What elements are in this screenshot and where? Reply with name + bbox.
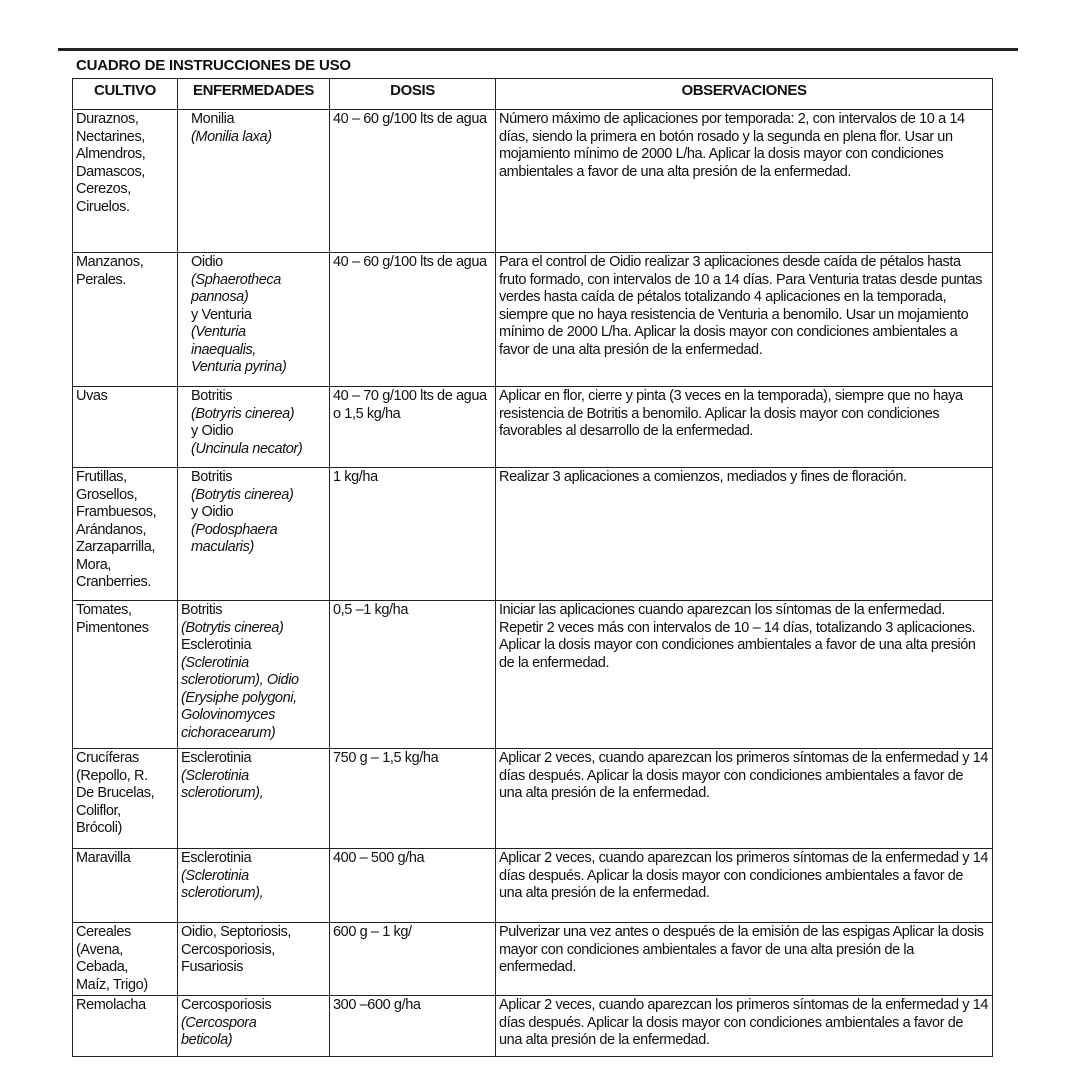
enfermedades-cell [178,110,330,253]
cultivo-cell [73,996,178,1057]
disease-name: Cercosporiosis [181,997,272,1013]
observaciones-cell: Iniciar las aplicaciones cuando aparezcan los síntomas de la enfermedad. Repetir 2 veces más con intervalos de 10 – 14 días, totalizando 3 aplicaciones. Aplicar la dosis mayor con condiciones ambientales a favor de una alta presión de la enfermedad. [496,601,993,749]
cultivo-line: Frambuesos, [76,504,157,520]
enfermedades-cell [178,387,330,468]
cultivo-cell [73,253,178,387]
table-row [73,110,993,253]
observaciones-cell: Número máximo de aplicaciones por temporada: 2, con intervalos de 10 a 14 días, siendo la primera en botón rosado y la segunda en plena flor. Usar un mojamiento mínimo de 2000 L/ha. Aplicar la dosis mayor con condiciones ambientales a favor de una alta presión de la enfermedad. [496,110,993,253]
pathogen-scientific-name: (Podosphaera [191,521,278,538]
pathogen-scientific-name: (Botrytis cinerea) [181,619,284,636]
cultivo-line: Cereales [76,924,131,940]
pathogen-scientific-name: Golovinomyces [181,707,275,723]
header-observaciones: OBSERVACIONES [496,79,993,110]
cultivo-cell [73,749,178,849]
dosis-cell: 1 kg/ha [330,468,496,601]
dosis-cell: 400 – 500 g/ha [330,849,496,923]
cultivo-line: Mora, [76,556,112,573]
cultivo-cell [73,849,178,923]
dosis-cell: 300 –600 g/ha [330,996,496,1057]
pathogen-scientific-name: (Cercospora [181,1014,257,1031]
pathogen-scientific-name: sclerotiorum), Oidio [181,672,299,688]
pathogen-scientific-name: pannosa) [191,289,249,305]
pathogen-scientific-name: (Uncinula necator) [191,440,303,457]
cultivo-line: Pimentones [76,619,149,636]
cultivo-line: De Brucelas, [76,785,155,801]
enfermedades-cell [178,849,330,923]
cultivo-cell [73,923,178,996]
pathogen-scientific-name: (Venturia [191,324,246,340]
pathogen-scientific-name: (Sphaerotheca [191,271,281,288]
top-rule [58,48,1018,51]
header-dosis: DOSIS [330,79,496,110]
pathogen-scientific-name: (Sclerotinia [181,867,249,884]
disease-name: Cercosporiosis, [181,941,275,958]
observaciones-cell: Para el control de Oidio realizar 3 aplicaciones desde caída de pétalos hasta fruto formado, con intervalos de 10 a 14 días. Para Venturia tratas desde puntas verdes hasta caída de pétalos totalizando 4 aplicaciones en la temporada, siempre que no haya resistencia de Venturia a benomilo. Usar un mojamiento mínimo de 2000 L/ha. Aplicar la dosis mayor con condiciones ambientales a favor de una alta presión de la enfermedad. [496,253,993,387]
cultivo-line: Brócoli) [76,820,122,836]
pathogen-scientific-name: sclerotiorum), [181,885,264,901]
cultivo-cell [73,387,178,468]
cultivo-line: Ciruelos. [76,198,130,215]
table-body [73,110,993,1057]
dosis-cell: 750 g – 1,5 kg/ha [330,749,496,849]
dosis-cell: 600 g – 1 kg/ [330,923,496,996]
disease-name: y Venturia [191,306,252,323]
disease-name: Botritis [191,388,233,404]
table-row [73,387,993,468]
disease-name: Esclerotinia [181,637,252,653]
cultivo-cell [73,601,178,749]
disease-name: Botritis [181,602,223,618]
cultivo-line: Arándanos, [76,521,147,538]
cultivo-line: Maravilla [76,850,131,866]
observaciones-cell: Aplicar 2 veces, cuando aparezcan los primeros síntomas de la enfermedad y 14 días después. Aplicar la dosis mayor con condiciones ambientales a favor de una alta presión de la enfermedad. [496,996,993,1057]
table-row [73,253,993,387]
pathogen-scientific-name: (Sclerotinia [181,767,249,784]
disease-name: Oidio, Septoriosis, [181,924,292,940]
disease-name: Fusariosis [181,959,244,975]
cultivo-line: Coliflor, [76,802,121,819]
cultivo-line: Cerezos, [76,181,131,197]
header-row [73,79,993,110]
cultivo-line: (Avena, [76,941,123,958]
cultivo-line: Crucíferas [76,750,139,766]
dosis-cell: 0,5 –1 kg/ha [330,601,496,749]
cultivo-cell [73,468,178,601]
disease-name: y Oidio [191,423,234,439]
enfermedades-cell [178,468,330,601]
disease-name: Esclerotinia [181,850,252,866]
observaciones-cell: Pulverizar una vez antes o después de la emisión de las espigas Aplicar la dosis mayor con condiciones ambientales a favor de una alta presión de la enfermedad. [496,923,993,996]
table-row [73,468,993,601]
dosis-cell: 40 – 70 g/100 lts de agua o 1,5 kg/ha [330,387,496,468]
cultivo-line: Manzanos, [76,254,144,270]
enfermedades-cell [178,601,330,749]
dosis-cell: 40 – 60 g/100 lts de agua [330,110,496,253]
cultivo-line: Tomates, [76,602,132,618]
pathogen-scientific-name: sclerotiorum), [181,785,264,801]
cultivo-line: Cebada, [76,959,129,975]
table-row [73,749,993,849]
table-row [73,601,993,749]
enfermedades-cell [178,749,330,849]
cultivo-line: Remolacha [76,997,146,1013]
enfermedades-cell [178,923,330,996]
observaciones-cell: Realizar 3 aplicaciones a comienzos, mediados y fines de floración. [496,468,993,601]
pathogen-scientific-name: inaequalis, [191,341,256,358]
dosis-cell: 40 – 60 g/100 lts de agua [330,253,496,387]
pathogen-scientific-name: cichoracearum) [181,724,276,741]
cultivo-cell [73,110,178,253]
pathogen-scientific-name: (Botrytis cinerea) [191,486,294,503]
enfermedades-cell [178,996,330,1057]
pathogen-scientific-name: (Sclerotinia [181,654,249,671]
cultivo-line: Duraznos, [76,111,139,127]
disease-name: Esclerotinia [181,750,252,766]
disease-name: Oidio [191,254,223,270]
header-cultivo: CULTIVO [73,79,178,110]
cultivo-line: Perales. [76,271,126,288]
enfermedades-cell [178,253,330,387]
cultivo-line: Zarzaparrilla, [76,539,156,555]
table-row [73,996,993,1057]
header-enfermedades: ENFERMEDADES [178,79,330,110]
pathogen-scientific-name: Venturia pyrina) [191,359,287,375]
pathogen-scientific-name: (Botryris cinerea) [191,405,295,422]
cultivo-line: (Repollo, R. [76,767,148,784]
cultivo-line: Uvas [76,388,108,404]
disease-name: Monilia [191,111,235,127]
observaciones-cell: Aplicar 2 veces, cuando aparezcan los primeros síntomas de la enfermedad y 14 días después. Aplicar la dosis mayor con condiciones ambientales a favor de una alta presión de la enfermedad. [496,849,993,923]
pathogen-scientific-name: (Erysiphe polygoni, [181,689,297,706]
pathogen-scientific-name: (Monilia laxa) [191,128,272,145]
cultivo-line: Nectarines, [76,128,145,145]
usage-instructions-table [72,78,993,1057]
cultivo-line: Maíz, Trigo) [76,976,148,993]
table-row [73,849,993,923]
table-title: CUADRO DE INSTRUCCIONES DE USO [76,57,351,74]
cultivo-line: Almendros, [76,146,146,162]
disease-name: Botritis [191,469,233,485]
observaciones-cell: Aplicar en flor, cierre y pinta (3 veces en la temporada), siempre que no haya resistencia de Botritis a benomilo. Aplicar la dosis mayor con condiciones favorables al desarrollo de la enfermedad. [496,387,993,468]
table-row [73,923,993,996]
pathogen-scientific-name: beticola) [181,1032,233,1048]
disease-name: y Oidio [191,504,234,520]
cultivo-line: Damascos, [76,163,145,180]
cultivo-line: Grosellos, [76,486,138,503]
cultivo-line: Frutillas, [76,469,127,485]
cultivo-line: Cranberries. [76,574,151,590]
observaciones-cell: Aplicar 2 veces, cuando aparezcan los primeros síntomas de la enfermedad y 14 días después. Aplicar la dosis mayor con condiciones ambientales a favor de una alta presión de la enfermedad. [496,749,993,849]
pathogen-scientific-name: macularis) [191,539,254,555]
